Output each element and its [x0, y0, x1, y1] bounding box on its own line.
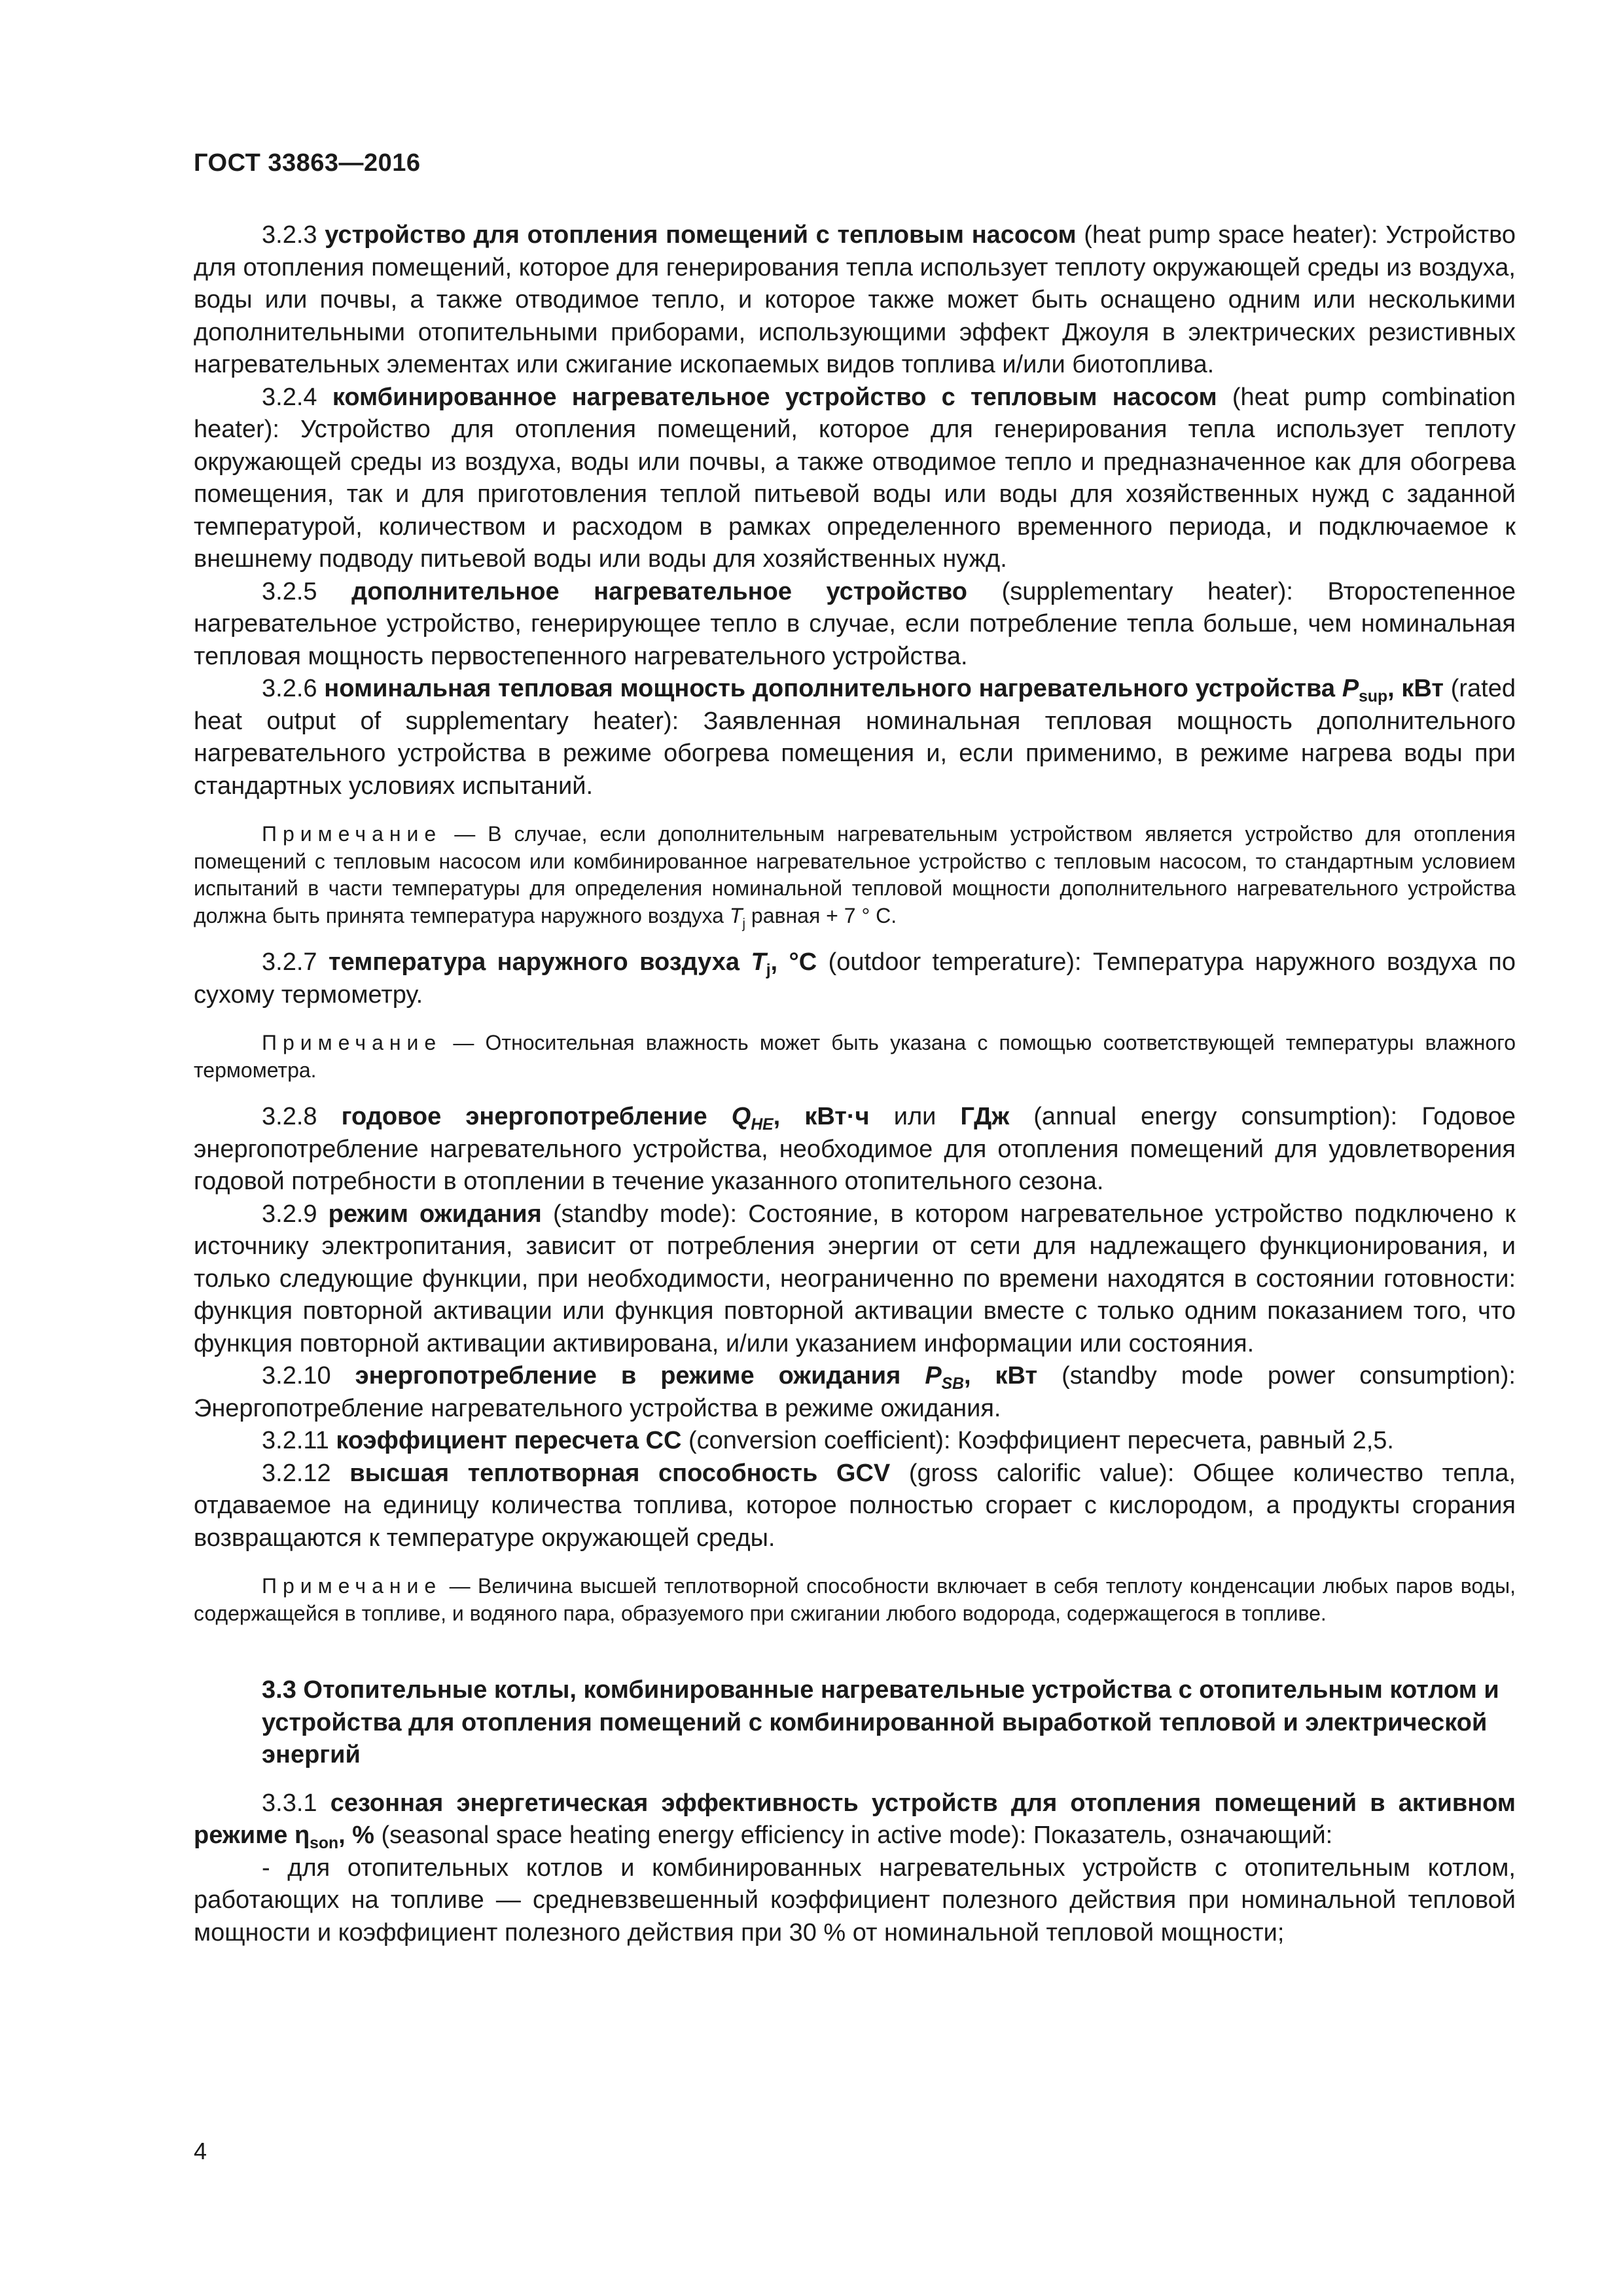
term-3-2-8: [194, 1101, 1516, 1198]
note-3-2-6: [194, 821, 1516, 929]
term-name: комбинированное нагревательное устройство с тепловым насосом: [332, 383, 1217, 411]
term-name: коэффициент пересчета CC: [336, 1427, 682, 1454]
term-unit-alt: ГДж: [960, 1103, 1010, 1130]
term-definition: (rated heat output of supplementary heater): Заявленная номинальная тепловая мощность дополнительного нагревательного устройства в режиме обогрева помещения и, если применимо, в режиме нагрева воды при стандартных условиях испытаний.: [194, 675, 1516, 800]
term-unit: , кВт·ч: [773, 1103, 870, 1130]
term-3-2-11: [194, 1425, 1516, 1458]
term-symbol: P: [925, 1362, 942, 1390]
term-name: годовое энергопотребление: [341, 1103, 707, 1130]
term-name: номинальная тепловая мощность дополнительного нагревательного устройства: [324, 675, 1336, 702]
term-symbol: T: [751, 948, 766, 976]
note-text-end: равная + 7 ° С.: [745, 903, 897, 927]
term-name: режим ожидания: [328, 1200, 542, 1228]
section-heading-3-3: 3.3 Отопительные котлы, комбинированные нагревательные устройства с отопительным котлом и устройства для отопления помещений с комбинированной выработкой тепловой и электрической энергий: [262, 1676, 1499, 1768]
term-symbol: Q: [731, 1103, 751, 1130]
term-definition: (seasonal space heating energy efficiency in active mode): Показатель, означающий:: [381, 1821, 1333, 1849]
term-name: высшая теплотворная способность GCV: [349, 1459, 891, 1487]
term-3-2-12: [194, 1458, 1516, 1555]
term-name: энергопотребление в режиме ожидания: [355, 1362, 901, 1390]
note-3-2-7: [194, 1030, 1516, 1084]
term-number: 3.2.9: [262, 1200, 317, 1228]
term-definition: (heat pump space heater): Устройство для отопления помещений, которое для генерирования тепла использует теплоту окружающей среды из воздуха, воды или почвы, а также отводимое тепло, и которое также может быть оснащено одним или несколькими дополнительными отопительными приборами, использующими эффект Джоуля в электрических резистивных нагревательных элементах или сжигание ископаемых видов топлива и/или биотоплива.: [194, 221, 1516, 378]
term-name: сезонная энергетическая эффективность устройств для отопления помещений в активном режиме: [194, 1789, 1516, 1849]
term-unit: , °C: [770, 948, 817, 976]
term-number: 3.2.6: [262, 675, 317, 702]
term-3-2-9: [194, 1198, 1516, 1361]
term-number: 3.2.8: [262, 1103, 317, 1130]
term-number: 3.2.7: [262, 948, 317, 976]
term-definition: (gross calorific value): Общее количество тепла, отдаваемое на единицу количества топлива, которое полностью сгорает с кислородом, а продукты сгорания возвращаются к температуре окружающей среды.: [194, 1459, 1516, 1552]
term-number: 3.2.11: [262, 1427, 329, 1454]
term-3-2-5: [194, 576, 1516, 673]
term-symbol: P: [1342, 675, 1359, 702]
term-definition: (supplementary heater): Второстепенное нагревательное устройство, генерирующее тепло в случае, если потребление тепла больше, чем номинальная тепловая мощность первостепенного нагревательного устройства.: [194, 577, 1516, 670]
note-3-2-12: [194, 1573, 1516, 1627]
note-label: Примечание: [262, 1574, 442, 1598]
note-symbol: T: [729, 903, 743, 927]
document-body: [194, 219, 1516, 1949]
note-text: — Относительная влажность может быть указана с помощью соответствующей температуры влажного термометра.: [194, 1031, 1516, 1082]
term-number: 3.2.10: [262, 1362, 331, 1390]
term-definition: (standby mode): Состояние, в котором нагревательное устройство подключено к источнику электропитания, зависит от потребления энергии от сети для надлежащего функционирования, и только следующие функции, при необходимости, неограниченно по времени находятся в состоянии готовности: функция повторной активации или функция повторной активации вместе с только одним показанием того, что функция повторной активации активирована, и/или указанием информации или состояния.: [194, 1200, 1516, 1357]
term-3-2-3: [194, 219, 1516, 382]
term-unit: , кВт: [963, 1362, 1038, 1390]
term-symbol-subscript: SB: [941, 1375, 964, 1393]
note-label: Примечание: [262, 1031, 442, 1054]
term-symbol: η: [294, 1821, 310, 1849]
term-3-2-4: [194, 382, 1516, 576]
term-3-3-1: [194, 1787, 1516, 1852]
term-3-2-10: [194, 1360, 1516, 1425]
term-number: 3.2.4: [262, 383, 317, 411]
term-definition: (conversion coefficient): Коэффициент пересчета, равный 2,5.: [688, 1427, 1394, 1454]
term-number: 3.2.5: [262, 577, 317, 605]
term-symbol-subscript: sup: [1359, 688, 1388, 706]
term-number: 3.2.12: [262, 1459, 331, 1487]
term-definition: (annual energy consumption): Годовое энергопотребление нагревательного устройства, необходимое для отопления помещений для удовлетворения годовой потребности в отоплении в течение указанного отопительного сезона.: [194, 1103, 1516, 1195]
note-symbol-subscript: j: [742, 916, 745, 931]
term-name: устройство для отопления помещений с тепловым насосом: [325, 221, 1077, 249]
term-symbol-subscript: j: [766, 961, 771, 979]
term-symbol-subscript: HE: [751, 1116, 774, 1134]
term-unit-conjunction: или: [893, 1103, 936, 1130]
term-definition: (standby mode power consumption): Энергопотребление нагревательного устройства в режиме ожидания.: [194, 1362, 1516, 1422]
note-text: — В случае, если дополнительным нагревательным устройством является устройство для отопления помещений с тепловым насосом или комбинированное нагревательное устройство с тепловым насосом, то стандартным условием испытаний в части температуры для определения номинальной тепловой мощности дополнительного нагревательного устройства должна быть принята температура наружного воздуха: [194, 822, 1516, 927]
note-text: — Величина высшей теплотворной способности включает в себя теплоту конденсации любых паров воды, содержащейся в топливе, и водяного пара, образуемого при сжигании любого водорода, содержащегося в топливе.: [194, 1574, 1516, 1625]
document-header: ГОСТ 33863—2016: [194, 149, 421, 177]
term-3-2-7: [194, 946, 1516, 1011]
term-symbol-subscript: son: [310, 1835, 339, 1852]
page-number: 4: [194, 2138, 207, 2164]
term-name: дополнительное нагревательное устройство: [351, 577, 968, 605]
note-label: Примечание: [262, 822, 442, 846]
list-item: - для отопительных котлов и комбинированных нагревательных устройств с отопительным котлом, работающих на топливе — средневзвешенный коэффициент полезного действия при номинальной тепловой мощности и коэффициент полезного действия при 30 % от номинальной тепловой мощности;: [194, 1854, 1516, 1946]
term-3-2-6: [194, 673, 1516, 802]
term-name: температура наружного воздуха: [328, 948, 740, 976]
term-number: 3.3.1: [262, 1789, 317, 1817]
term-unit: , %: [338, 1821, 374, 1849]
term-definition: (outdoor temperature): Температура наружного воздуха по сухому термометру.: [194, 948, 1516, 1009]
term-number: 3.2.3: [262, 221, 317, 249]
term-unit: , кВт: [1387, 675, 1444, 702]
term-definition: (heat pump combination heater): Устройство для отопления помещений, которое для генерирования тепла использует теплоту окружающей среды из воздуха, воды или почвы, а также отводимое тепло и предназначенное как для обогрева помещения, так и для приготовления теплой питьевой воды или воды для хозяйственных нужд с заданной температурой, количеством и расходом в рамках определенного временного периода, и подключаемое к внешнему подводу питьевой воды или воды для хозяйственных нужд.: [194, 383, 1516, 573]
